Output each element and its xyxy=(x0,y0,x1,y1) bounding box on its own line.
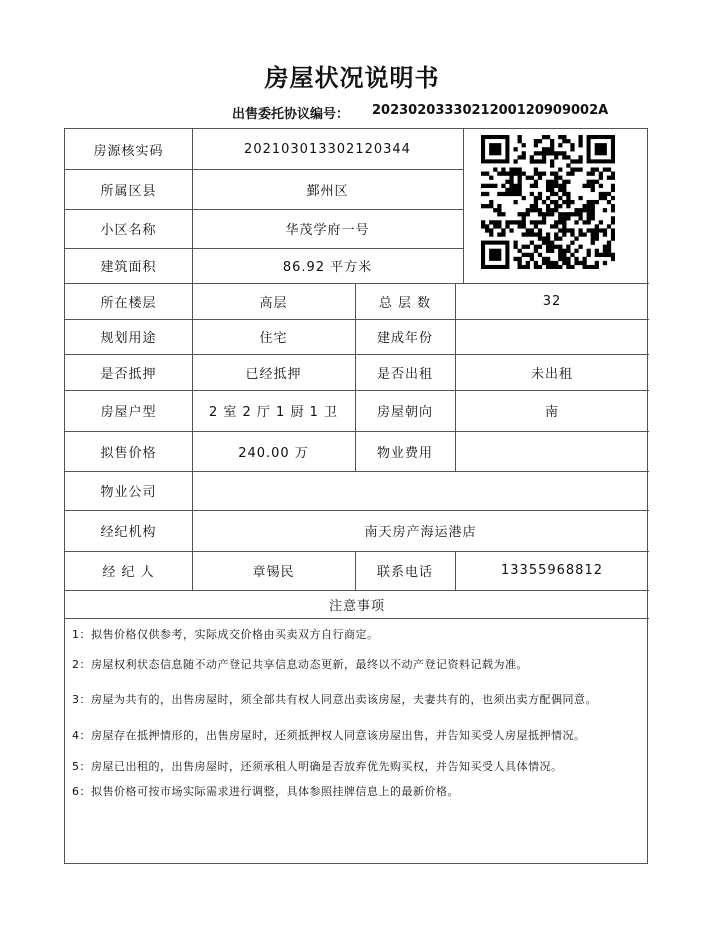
value-agent: 章锡民 xyxy=(252,565,295,580)
contract-number-value: 2023020333021200120909002A xyxy=(372,103,609,118)
value-mortgage: 已经抵押 xyxy=(245,366,302,382)
note-item: 5：房屋已出租的，出售房屋时，还须承租人明确是否放弃优先购买权，并告知买受人具体情况。 xyxy=(72,760,563,773)
note-item: 2：房屋权利状态信息随不动产登记共享信息动态更新，最终以不动产登记资料记载为准。 xyxy=(72,658,528,671)
house-info-table xyxy=(64,128,648,864)
label-built-year: 建成年份 xyxy=(376,331,433,346)
note-item: 3：房屋为共有的，出售房屋时，须全部共有权人同意出卖该房屋，夫妻共有的，也须出卖方配偶同意。 xyxy=(72,693,597,706)
value-orientation: 南 xyxy=(544,405,559,420)
label-orientation: 房屋朝向 xyxy=(376,405,433,420)
notes-list xyxy=(72,621,642,799)
notes-header: 注意事项 xyxy=(328,598,385,614)
label-mortgage: 是否抵押 xyxy=(100,366,157,382)
label-house-code: 房源核实码 xyxy=(93,143,164,159)
label-layout: 房屋户型 xyxy=(100,405,157,420)
value-agency: 南天房产海运港店 xyxy=(364,525,477,540)
note-item: 1：拟售价格仅供参考，实际成交价格由买卖双方自行商定。 xyxy=(72,628,379,641)
label-property-company: 物业公司 xyxy=(100,485,157,500)
value-layout: 2 室 2 厅 1 厨 1 卫 xyxy=(208,405,338,420)
value-area: 86.92 平方米 xyxy=(282,260,373,275)
value-total-floors: 32 xyxy=(542,293,562,309)
label-total-floors: 总 层 数 xyxy=(378,295,432,311)
label-phone: 联系电话 xyxy=(376,565,433,580)
value-floor: 高层 xyxy=(259,295,288,311)
value-property-company xyxy=(192,471,649,510)
note-item: 4：房屋存在抵押情形的，出售房屋时，还须抵押权人同意该房屋出售，并告知买受人房屋抵押情况。 xyxy=(72,729,586,742)
value-property-fee xyxy=(455,431,649,471)
qr-code xyxy=(481,135,615,269)
label-floor: 所在楼层 xyxy=(100,295,157,311)
value-built-year xyxy=(455,319,649,354)
value-rented: 未出租 xyxy=(530,366,573,382)
contract-number-label: 出售委托协议编号： xyxy=(232,107,350,122)
label-community: 小区名称 xyxy=(100,223,157,238)
value-price: 240.00 万 xyxy=(238,445,309,461)
value-phone: 13355968812 xyxy=(501,563,603,578)
label-price: 拟售价格 xyxy=(100,445,157,461)
value-usage: 住宅 xyxy=(259,331,288,346)
value-community: 华茂学府一号 xyxy=(285,223,370,238)
label-rented: 是否出租 xyxy=(376,366,433,382)
value-district: 鄞州区 xyxy=(306,183,349,199)
label-agent: 经 纪 人 xyxy=(102,565,155,580)
document-title: 房屋状况说明书 xyxy=(264,64,440,92)
label-area: 建筑面积 xyxy=(100,260,157,275)
label-agency: 经纪机构 xyxy=(100,525,157,540)
label-district: 所属区县 xyxy=(100,183,157,199)
value-house-code: 202103013302120344 xyxy=(244,141,411,157)
note-item: 6：拟售价格可按市场实际需求进行调整，具体参照挂牌信息上的最新价格。 xyxy=(72,785,459,798)
label-usage: 规划用途 xyxy=(100,331,157,346)
label-property-fee: 物业费用 xyxy=(376,445,433,461)
